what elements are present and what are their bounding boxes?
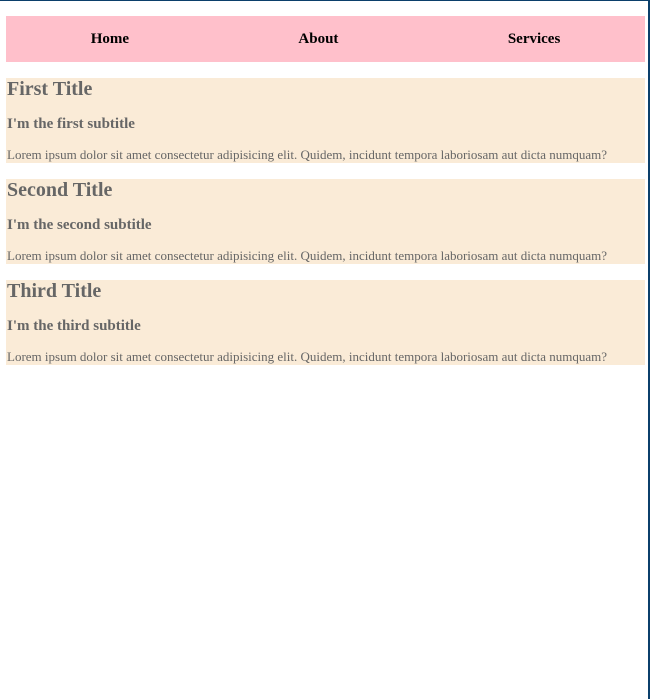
section-body: Lorem ipsum dolor sit amet consectetur adipisicing elit. Quidem, incidunt tempora laboriosam aut dicta numquam?	[7, 248, 608, 263]
content-section-first	[6, 78, 645, 163]
section-subtitle: I'm the first subtitle	[7, 116, 135, 132]
nav-item-services[interactable]: Services	[507, 30, 561, 47]
section-body: Lorem ipsum dolor sit amet consectetur adipisicing elit. Quidem, incidunt tempora laboriosam aut dicta numquam?	[7, 147, 608, 162]
section-subtitle: I'm the third subtitle	[7, 318, 141, 334]
content-section-second	[6, 179, 645, 264]
section-title: Third Title	[7, 280, 102, 302]
nav-item-about[interactable]: About	[298, 30, 339, 47]
section-title: Second Title	[7, 179, 113, 201]
section-subtitle: I'm the second subtitle	[7, 217, 152, 233]
top-navigation	[6, 16, 645, 62]
content-section-third	[6, 280, 645, 365]
section-title: First Title	[7, 78, 93, 100]
section-body: Lorem ipsum dolor sit amet consectetur adipisicing elit. Quidem, incidunt tempora laboriosam aut dicta numquam?	[7, 349, 608, 364]
nav-item-home[interactable]: Home	[90, 30, 130, 47]
